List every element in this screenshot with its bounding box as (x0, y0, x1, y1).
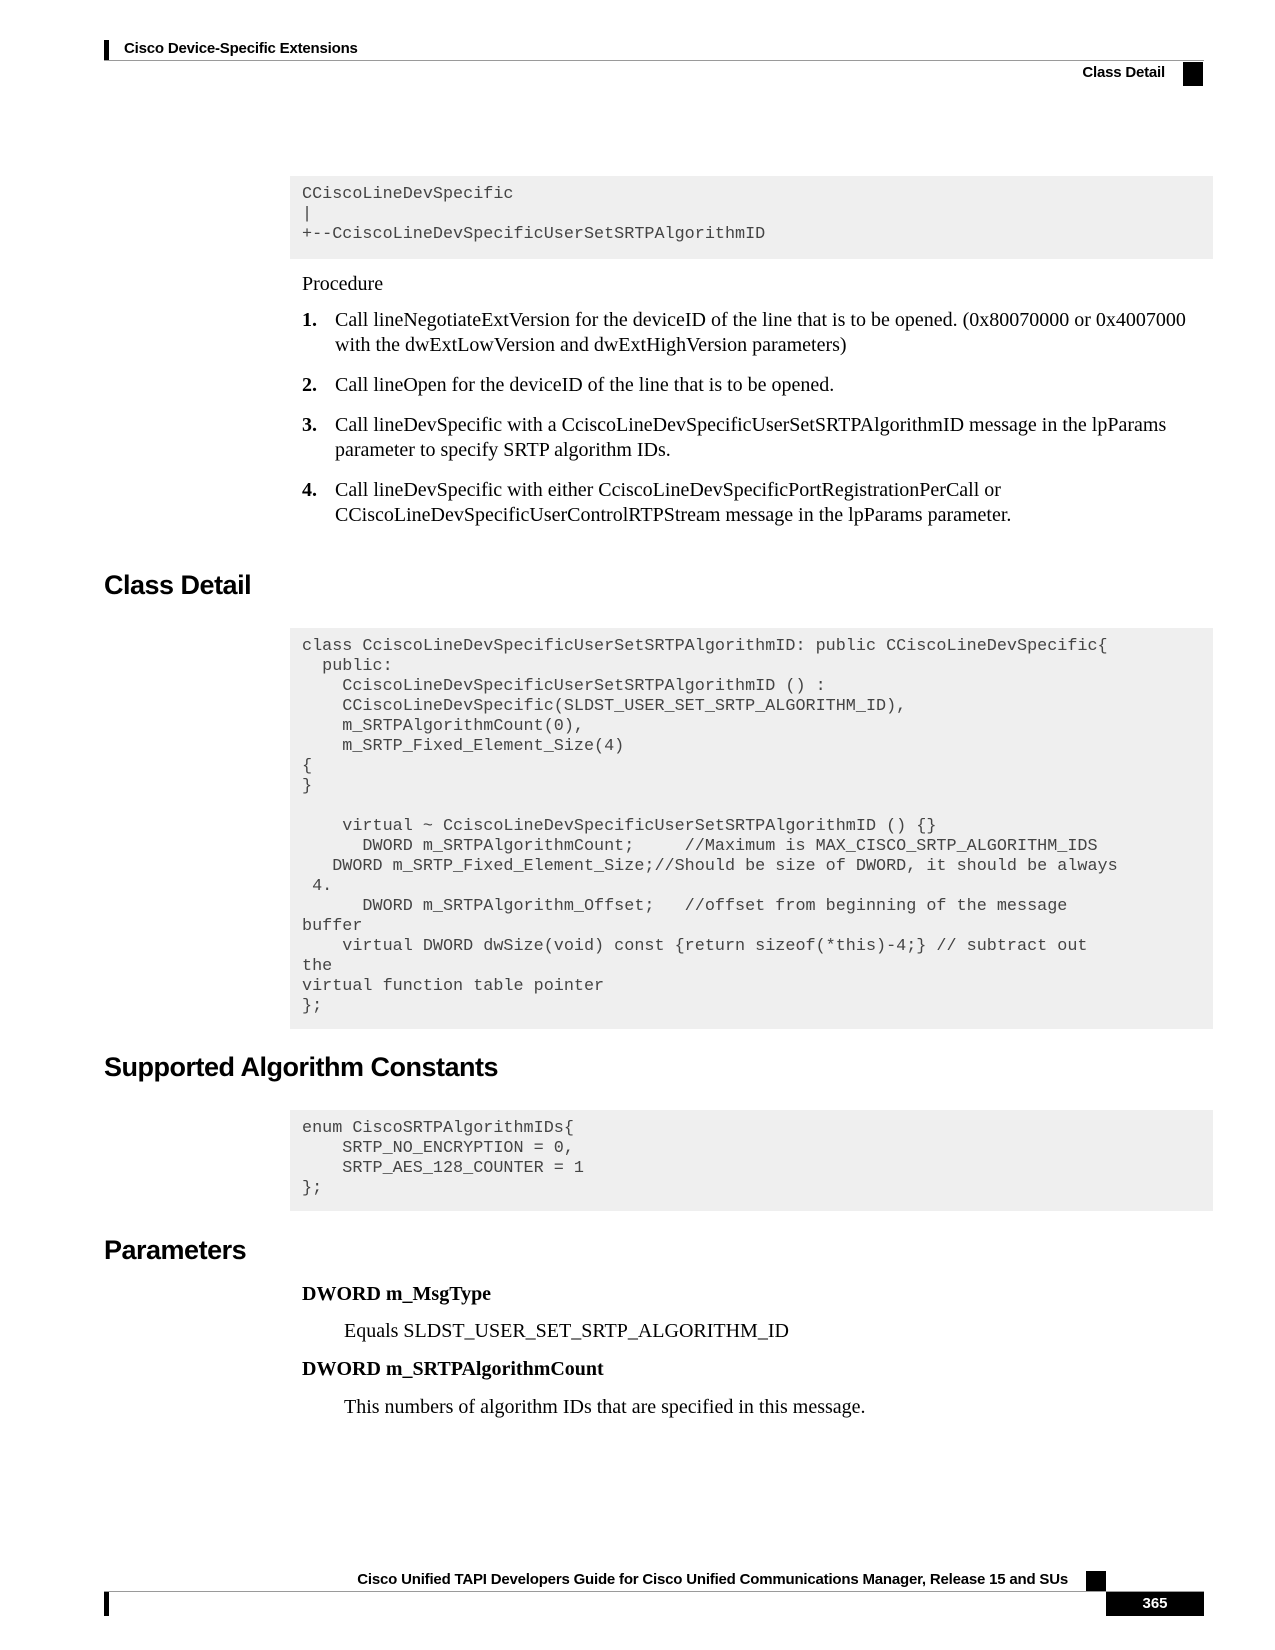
class-detail-code-block: class CciscoLineDevSpecificUserSetSRTPAlgorithmID: public CCiscoLineDevSpecific{ public: CciscoLineDevSpecificUserSetSRTPAlgorithmID () : CCiscoLineDevSpecific(SLDST_USER_SET_SRTP_ALGORITHM_ID), m_SRTPAlgorithmCount(0), m_SRTP_Fixed_Element_Size(4) { } virtual ~ CciscoLineDevSpecificUserSetSRTPAlgorithmID () {} DWORD m_SRTPAlgorithmCount; //Maximum is MAX_CISCO_SRTP_ALGORITHM_IDS DWORD m_SRTP_Fixed_Element_Size;//Should be size of DWORD, it should be always 4. DWORD m_SRTPAlgorithm_Offset; //offset from beginning of the message buffer virtual DWORD dwSize(void) const {return sizeof(*this)-4;} // subtract out the virtual function table pointer }; (290, 628, 1213, 1029)
footer-left-bar (104, 1592, 109, 1616)
page-number: 365 (1106, 1592, 1204, 1616)
procedure-steps (302, 308, 1222, 543)
class-detail-heading: Class Detail (104, 570, 252, 600)
parameter-description: This numbers of algorithm IDs that are specified in this message. (344, 1396, 866, 1418)
enum-code-block: enum CiscoSRTPAlgorithmIDs{ SRTP_NO_ENCRYPTION = 0, SRTP_AES_128_COUNTER = 1 }; (290, 1110, 1213, 1211)
parameter-name: DWORD m_MsgType (302, 1283, 492, 1305)
step-text: Call lineNegotiateExtVersion for the deviceID of the line that is to be opened. (0x80070000 or 0x4007000 with the dwExtLowVersion and dwExtHighVersion parameters) (335, 309, 1186, 356)
header-rule (104, 60, 1204, 61)
procedure-step (302, 413, 1222, 463)
step-number: 2. (302, 374, 317, 396)
header-left-bar (104, 40, 109, 60)
running-header-section: Cisco Device-Specific Extensions (124, 40, 358, 57)
step-text: Call lineOpen for the deviceID of the line that is to be opened. (335, 374, 835, 396)
step-number: 3. (302, 414, 317, 436)
step-text: Call lineDevSpecific with either CciscoLineDevSpecificPortRegistrationPerCall or CCiscoLineDevSpecificUserControlRTPStream message in the lpParams parameter. (335, 479, 1012, 526)
running-header-topic: Class Detail (1082, 64, 1165, 81)
step-number: 1. (302, 309, 317, 331)
procedure-step (302, 308, 1222, 358)
footer-document-title: Cisco Unified TAPI Developers Guide for Cisco Unified Communications Manager, Release 15 and SUs (357, 1571, 1068, 1588)
header-right-block (1183, 62, 1203, 86)
step-number: 4. (302, 479, 317, 501)
procedure-step (302, 373, 1222, 398)
procedure-step (302, 478, 1222, 528)
parameters-heading: Parameters (104, 1235, 247, 1265)
supported-constants-heading: Supported Algorithm Constants (104, 1052, 498, 1082)
footer-rule (104, 1591, 1204, 1592)
class-hierarchy-code-block: CCiscoLineDevSpecific | +--CciscoLineDevSpecificUserSetSRTPAlgorithmID (290, 176, 1213, 259)
procedure-title: Procedure (302, 273, 384, 295)
parameter-description: Equals SLDST_USER_SET_SRTP_ALGORITHM_ID (344, 1320, 789, 1342)
step-text: Call lineDevSpecific with a CciscoLineDevSpecificUserSetSRTPAlgorithmID message in the lpParams parameter to specify SRTP algorithm IDs. (335, 414, 1167, 461)
parameter-name: DWORD m_SRTPAlgorithmCount (302, 1358, 604, 1380)
footer-block (1086, 1571, 1106, 1591)
